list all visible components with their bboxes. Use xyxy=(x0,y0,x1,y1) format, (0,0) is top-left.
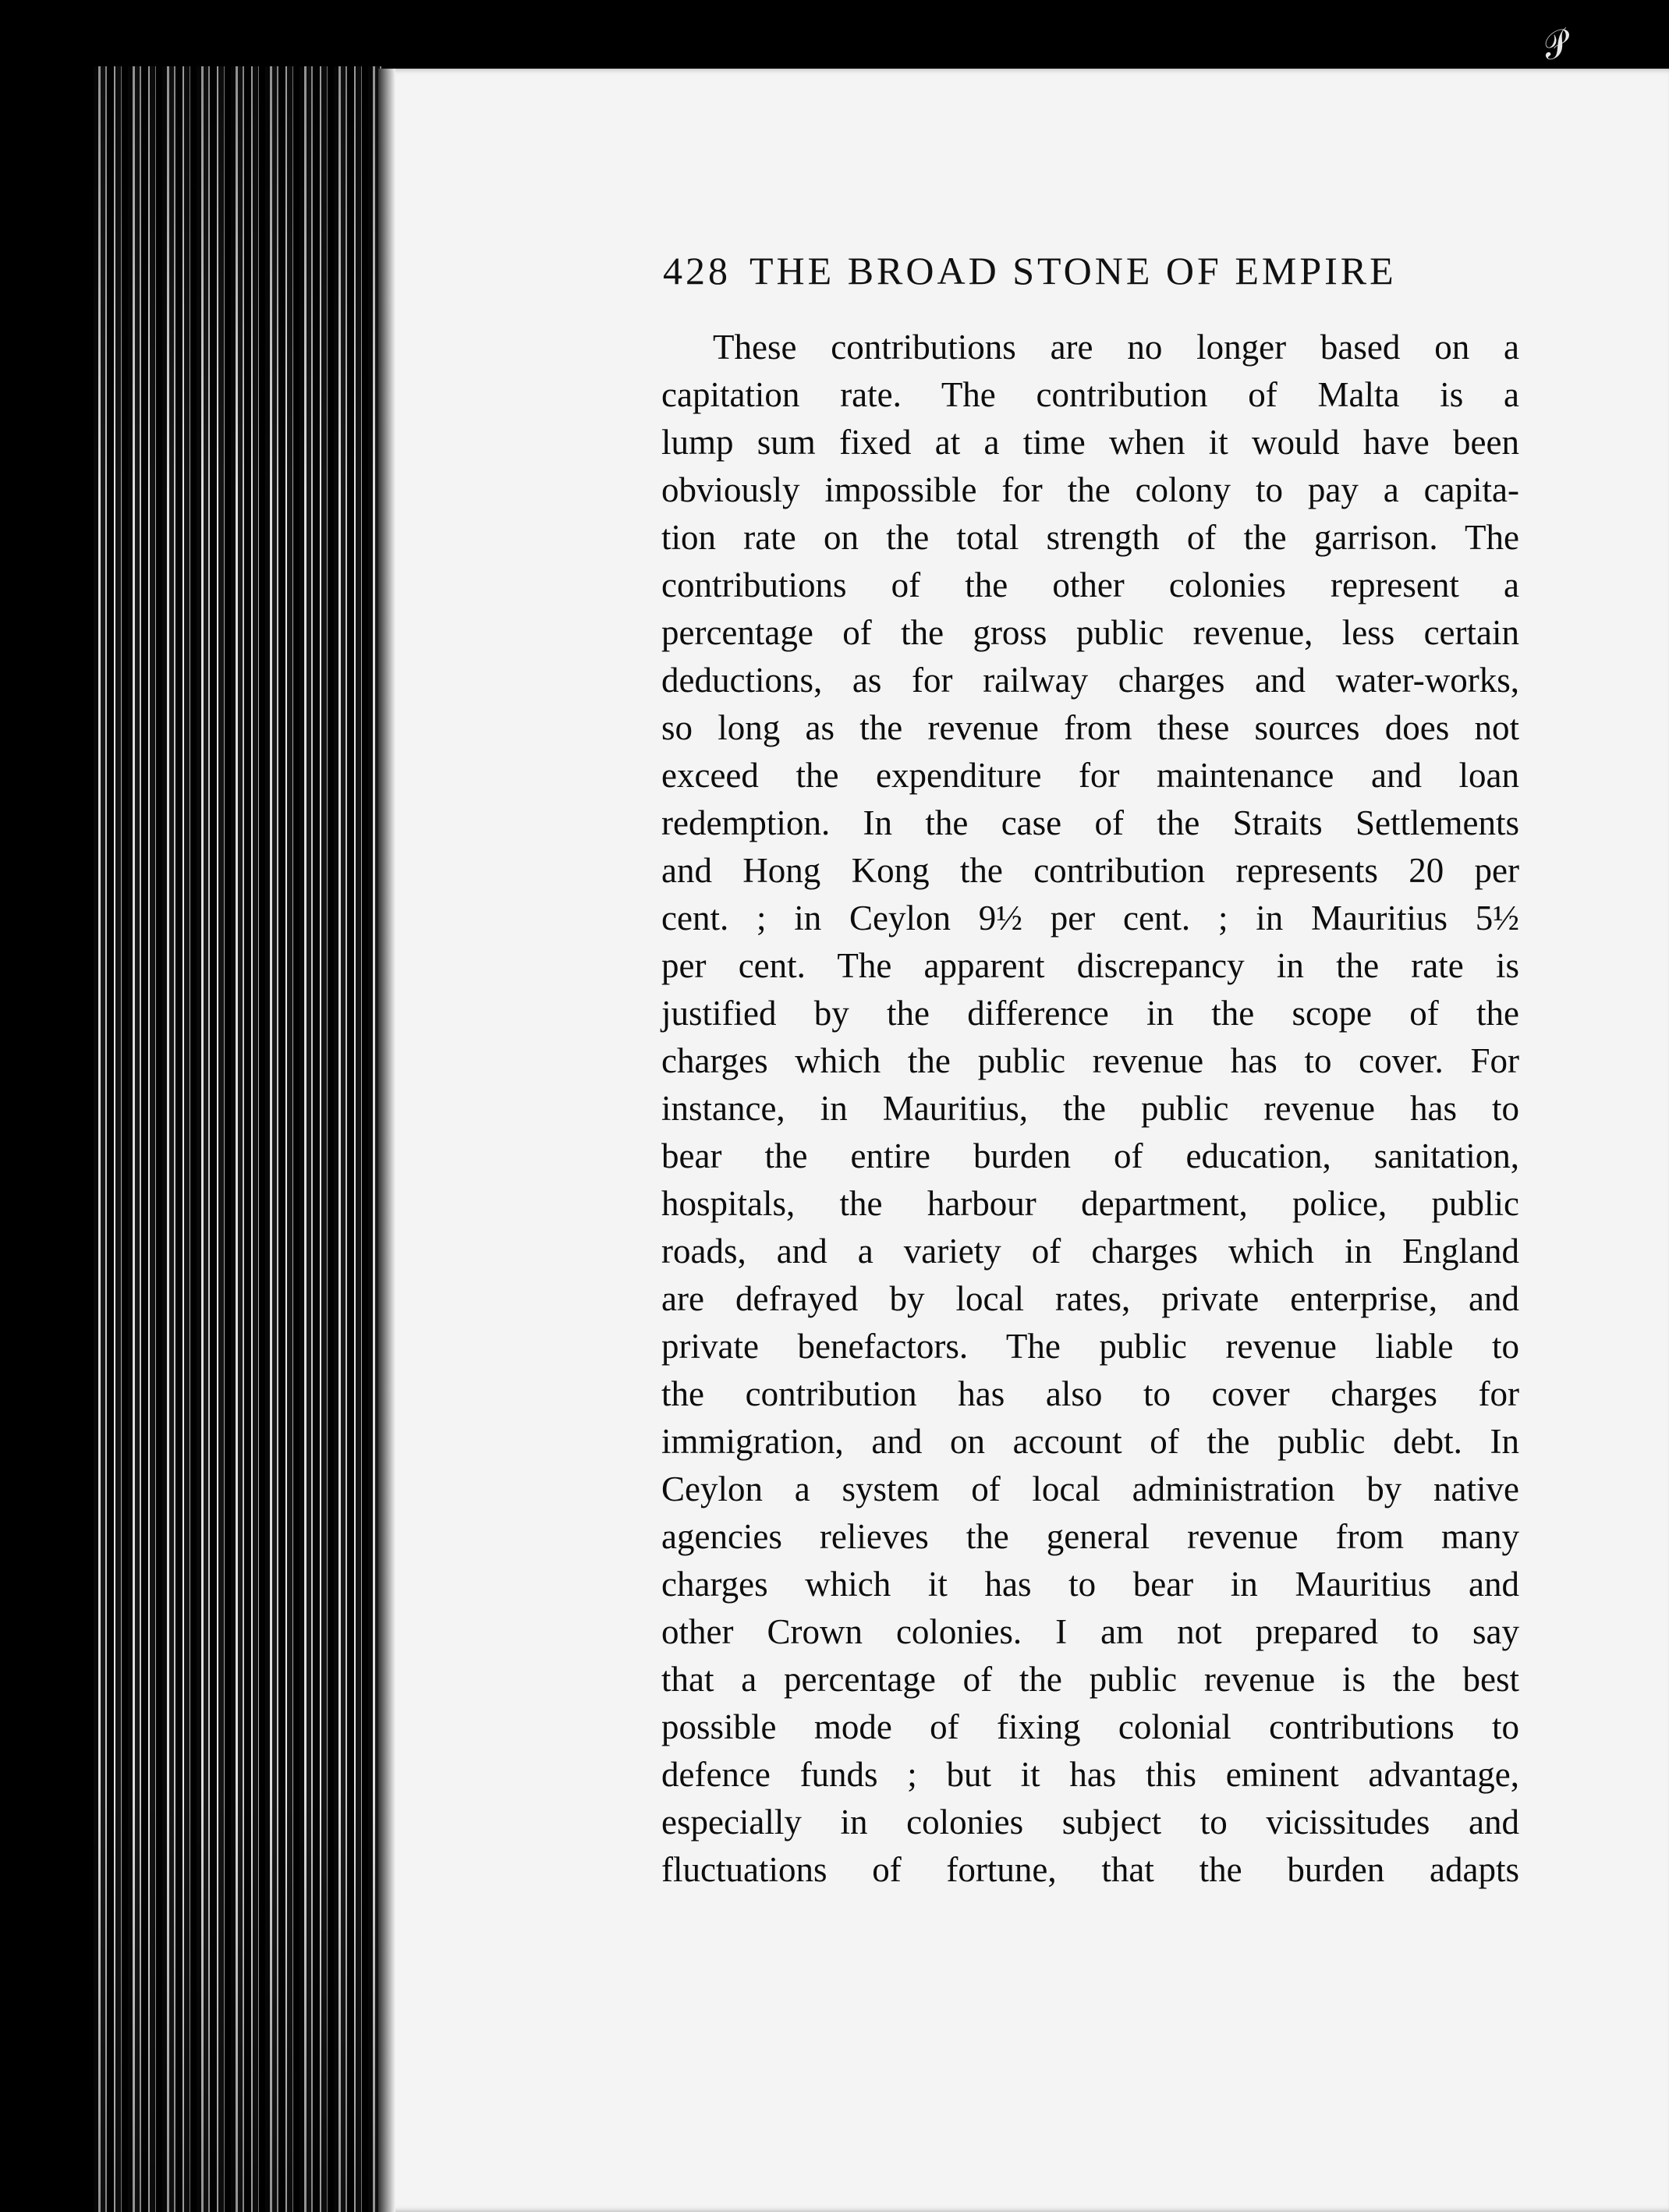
text-line: the contribution has also to cover charges for xyxy=(661,1374,1519,1413)
text-line: capitation rate. The contribution of Malta is a xyxy=(661,375,1519,414)
running-head xyxy=(663,248,1505,293)
text-line: bear the entire burden of education, sanitation, xyxy=(661,1136,1519,1175)
text-line: are defrayed by local rates, private enterprise, and xyxy=(661,1279,1519,1318)
text-line: especially in colonies subject to vicissitudes and xyxy=(661,1803,1519,1842)
text-line: cent. ; in Ceylon 9½ per cent. ; in Mauritius 5½ xyxy=(661,899,1519,938)
text-line: Ceylon a system of local administration by native xyxy=(661,1469,1519,1508)
text-line: other Crown colonies. I am not prepared to say xyxy=(661,1612,1519,1651)
text-line: agencies relieves the general revenue from many xyxy=(661,1517,1519,1556)
text-line: justified by the difference in the scope of the xyxy=(661,994,1519,1033)
text-line: so long as the revenue from these sources does not xyxy=(661,708,1519,747)
text-line: contributions of the other colonies represent a xyxy=(661,565,1519,604)
text-line: defence funds ; but it has this eminent advantage, xyxy=(661,1755,1519,1794)
text-line: hospitals, the harbour department, police, public xyxy=(661,1184,1519,1223)
text-line: lump sum fixed at a time when it would have been xyxy=(661,423,1519,462)
running-head-title: THE BROAD STONE OF EMPIRE xyxy=(749,249,1397,292)
text-line: immigration, and on account of the public debt. In xyxy=(661,1422,1519,1461)
text-line: charges which it has to bear in Mauritius and xyxy=(661,1565,1519,1604)
text-line: tion rate on the total strength of the garrison. The xyxy=(661,518,1519,557)
page-number: 428 xyxy=(663,249,731,292)
text-line: deductions, as for railway charges and water-works, xyxy=(661,661,1519,700)
text-line: These contributions are no longer based on a xyxy=(713,328,1519,367)
text-line: that a percentage of the public revenue is the best xyxy=(661,1660,1519,1699)
text-line: charges which the public revenue has to cover. For xyxy=(661,1041,1519,1080)
text-line: roads, and a variety of charges which in England xyxy=(661,1232,1519,1271)
text-line: private benefactors. The public revenue liable to xyxy=(661,1327,1519,1366)
text-line: obviously impossible for the colony to pay a capita- xyxy=(661,470,1519,509)
corner-mark-glyph: 𝒫 xyxy=(1536,20,1575,69)
book-page-edges xyxy=(94,66,382,2212)
text-line: exceed the expenditure for maintenance and loan xyxy=(661,756,1519,795)
binding-shadow xyxy=(378,69,395,2212)
text-line: redemption. In the case of the Straits Settlements xyxy=(661,803,1519,842)
body-text xyxy=(661,324,1519,1894)
text-line: fluctuations of fortune, that the burden adapts xyxy=(661,1850,1519,1889)
text-line: percentage of the gross public revenue, less certain xyxy=(661,613,1519,652)
text-line: and Hong Kong the contribution represents 20 per xyxy=(661,851,1519,890)
text-line: per cent. The apparent discrepancy in the rate is xyxy=(661,946,1519,985)
text-line: instance, in Mauritius, the public revenue has to xyxy=(661,1089,1519,1128)
text-line: possible mode of fixing colonial contributions to xyxy=(661,1707,1519,1746)
